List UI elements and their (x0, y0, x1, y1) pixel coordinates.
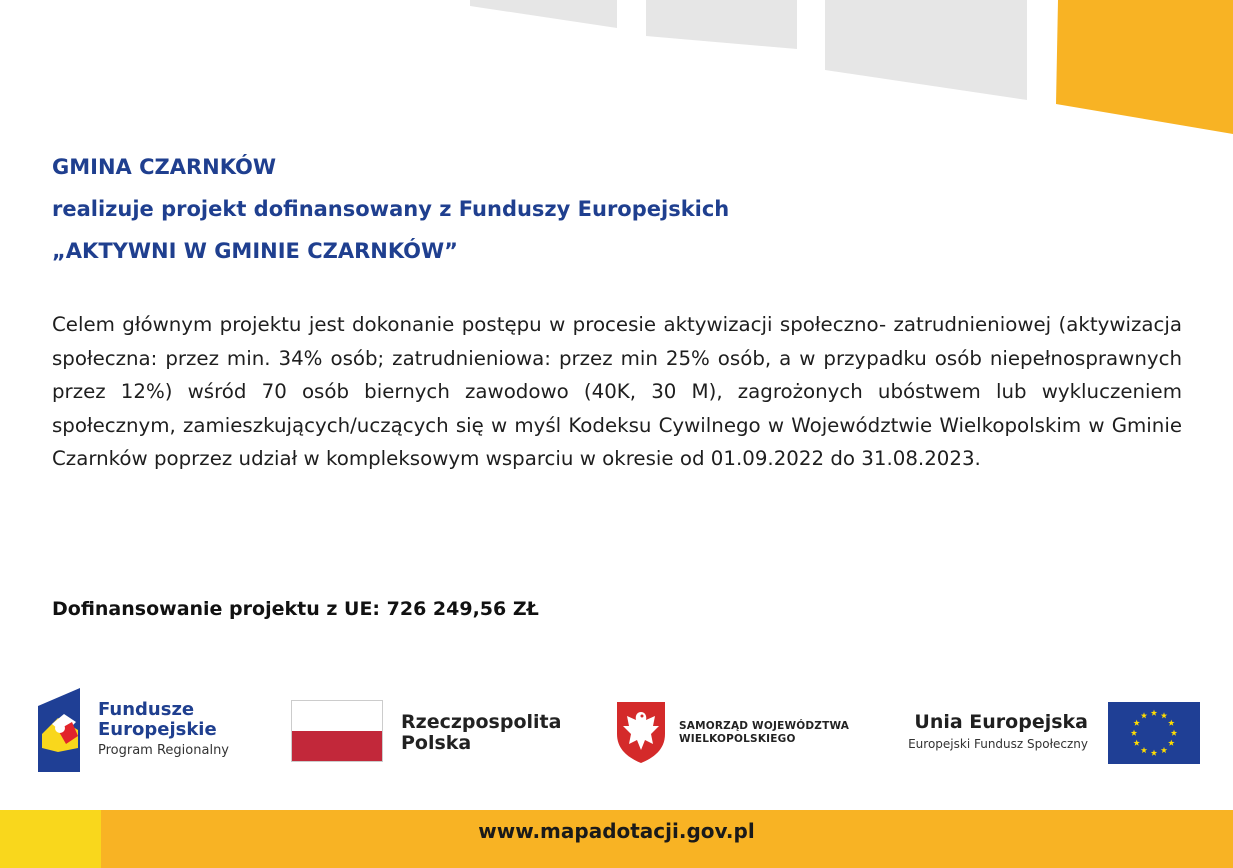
gray-panel-1 (470, 0, 617, 28)
project-description: Celem głównym projektu jest dokonanie postępu w procesie aktywizacji społeczno- zatrudnieniowej (aktywizacja społeczna: przez min. 34% osób; zatrudnieniowa: przez min 25% osób, a w przypadku osób niepełnosprawnych przez 12%) wśród 70 osób biernych zawodowo (40K, 30 M), zagrożonych ubóstwem lub wykluczeniem społecznym, zamieszkujących/uczących się w myśl Kodeksu Cywilnego w Województwie Wielkopolskim w Gminie Czarnków poprzez udział w kompleksowym wsparciu w okresie od 01.09.2022 do 31.08.2023. (52, 313, 1182, 471)
fe-line2: Europejskie (98, 719, 217, 740)
project-name: „AKTYWNI W GMINIE CZARNKÓW” (52, 239, 458, 263)
eu-star-icon (1168, 720, 1174, 726)
eu-star-icon (1133, 740, 1139, 746)
eu-flag-icon (1108, 702, 1200, 764)
fe-star-icon (38, 688, 82, 772)
yellow-panel (1056, 0, 1233, 134)
gray-panel-3 (825, 0, 1027, 100)
samorzad-wojewodztwa-logo (615, 700, 855, 766)
ue-line1: Unia Europejska (914, 711, 1088, 733)
funding-amount: Dofinansowanie projektu z UE: 726 249,56 ZŁ (52, 598, 539, 620)
fe-line3: Program Regionalny (98, 743, 229, 758)
fundusze-europejskie-logo (38, 688, 278, 772)
rzeczpospolita-polska-logo (291, 700, 571, 764)
eu-star-icon (1161, 747, 1167, 753)
eu-star-icon (1131, 730, 1137, 736)
eu-star-icon (1141, 747, 1147, 753)
eu-star-icon (1133, 720, 1139, 726)
unia-europejska-logo (880, 700, 1200, 766)
footer-bar (0, 810, 1233, 868)
rp-line1: Rzeczpospolita (401, 711, 562, 733)
eu-star-icon (1168, 740, 1174, 746)
eagle-shield-icon (615, 700, 667, 764)
project-subtitle: realizuje projekt dofinansowany z Funduszy Europejskich (52, 197, 730, 221)
sw-line1: SAMORZĄD WOJEWÓDZTWA (679, 720, 850, 732)
eu-star-icon (1151, 750, 1157, 756)
sw-line2: WIELKOPOLSKIEGO (679, 733, 796, 745)
fe-line1: Fundusze (98, 699, 195, 720)
eu-star-icon (1141, 712, 1147, 718)
eu-star-icon (1161, 712, 1167, 718)
rp-line2: Polska (401, 732, 472, 754)
gray-panel-2 (646, 0, 797, 49)
footer-website-link[interactable]: www.mapadotacji.gov.pl (478, 819, 755, 843)
ue-line2: Europejski Fundusz Społeczny (908, 737, 1088, 751)
eu-star-icon (1151, 710, 1157, 716)
polish-flag-icon (291, 700, 383, 762)
project-header (52, 146, 729, 272)
eu-stars-icon (1108, 702, 1200, 764)
municipality-title: GMINA CZARNKÓW (52, 155, 277, 179)
top-decoration (0, 0, 1233, 140)
eu-star-icon (1171, 730, 1177, 736)
